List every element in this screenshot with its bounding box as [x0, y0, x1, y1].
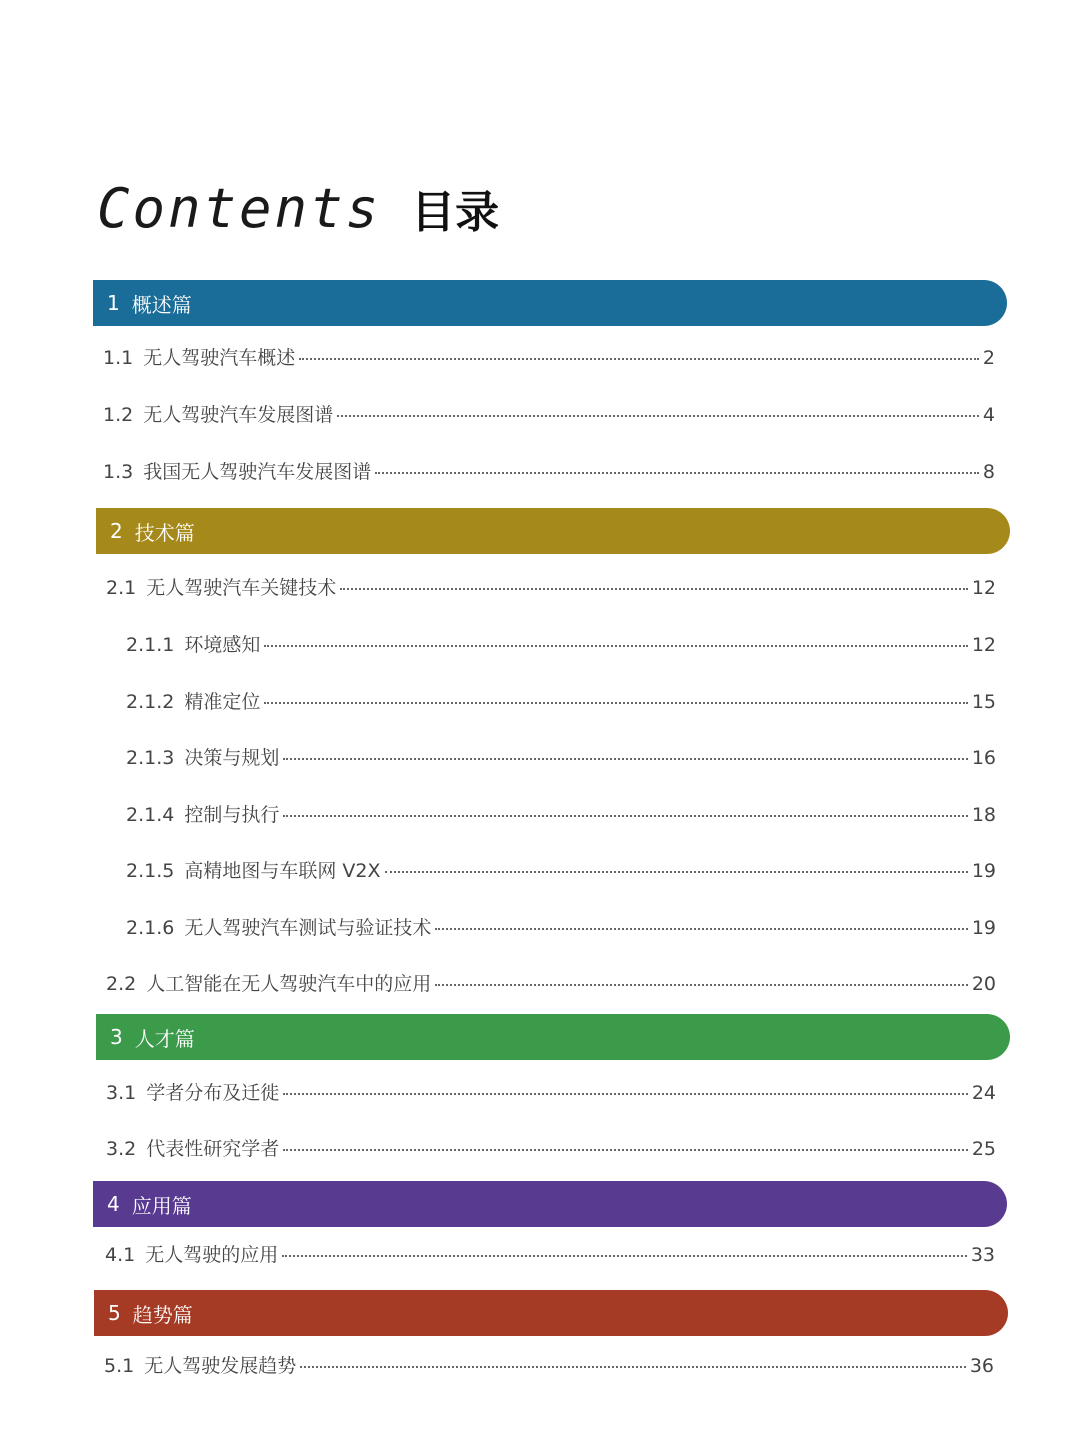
toc-entry-page: 15 — [971, 691, 996, 713]
dot-leader — [375, 472, 979, 474]
toc-entry-page: 16 — [971, 747, 996, 769]
dot-leader — [283, 758, 967, 760]
section-header-3[interactable] — [96, 1014, 1010, 1060]
toc-entry-label — [103, 343, 295, 370]
dot-leader — [299, 358, 979, 360]
toc-entry-2-1-2[interactable] — [126, 687, 996, 717]
dot-leader — [385, 871, 968, 873]
section-title: 人才篇 — [134, 1026, 195, 1051]
toc-entry-title: 代表性研究学者 — [146, 1138, 280, 1160]
page-title-cn: 目录 — [411, 187, 500, 238]
toc-entry-number: 2.1 — [106, 577, 137, 599]
toc-entry-number: 3.1 — [106, 1082, 137, 1104]
toc-entry-page: 24 — [971, 1082, 996, 1104]
toc-entry-label — [106, 1078, 279, 1105]
section-number: 5 — [108, 1301, 121, 1325]
section-title: 应用篇 — [131, 1193, 192, 1218]
toc-entry-2-1-6[interactable] — [126, 913, 996, 943]
toc-entry-label — [103, 457, 371, 484]
section-title: 趋势篇 — [132, 1302, 193, 1327]
toc-entry-page: 33 — [970, 1244, 995, 1266]
dot-leader — [264, 702, 967, 704]
toc-entry-page: 19 — [971, 917, 996, 939]
toc-entry-number: 2.1.1 — [126, 634, 175, 656]
toc-entry-number: 2.1.2 — [126, 691, 175, 713]
toc-entry-title: 高精地图与车联网 V2X — [184, 860, 381, 882]
toc-entry-label — [126, 630, 260, 657]
toc-entry-3-2[interactable] — [106, 1134, 996, 1164]
toc-entry-2-1-1[interactable] — [126, 630, 996, 660]
section-number: 4 — [107, 1192, 120, 1216]
toc-entry-number: 2.1.5 — [126, 860, 175, 882]
toc-entry-title: 学者分布及迁徙 — [146, 1082, 280, 1104]
toc-entry-number: 2.1.3 — [126, 747, 175, 769]
toc-entry-page: 12 — [971, 577, 996, 599]
section-number: 2 — [110, 519, 123, 543]
dot-leader — [340, 588, 968, 590]
toc-entry-title: 无人驾驶的应用 — [145, 1244, 279, 1266]
toc-entry-page: 4 — [982, 404, 995, 426]
toc-entry-page: 36 — [969, 1355, 994, 1377]
toc-entry-label — [126, 743, 279, 770]
toc-entry-label — [126, 687, 260, 714]
dot-leader — [264, 645, 967, 647]
toc-entry-title: 无人驾驶汽车概述 — [143, 347, 296, 369]
page-title — [97, 168, 499, 248]
toc-entry-label — [105, 1240, 278, 1267]
toc-entry-number: 2.1.4 — [126, 804, 175, 826]
dot-leader — [435, 984, 968, 986]
dot-leader — [283, 1093, 968, 1095]
toc-entry-title: 我国无人驾驶汽车发展图谱 — [143, 461, 372, 483]
section-header-4[interactable] — [93, 1181, 1007, 1227]
section-number: 1 — [107, 291, 120, 315]
toc-entry-1-2[interactable] — [103, 400, 995, 430]
dot-leader — [282, 1255, 967, 1257]
toc-entry-label — [106, 969, 431, 996]
toc-entry-number: 2.2 — [106, 973, 137, 995]
toc-entry-title: 人工智能在无人驾驶汽车中的应用 — [146, 973, 432, 995]
toc-entry-2-1-5[interactable] — [126, 856, 996, 886]
toc-entry-page: 12 — [971, 634, 996, 656]
toc-entry-title: 无人驾驶汽车测试与验证技术 — [184, 917, 432, 939]
toc-entry-number: 1.2 — [103, 404, 134, 426]
toc-entry-page: 8 — [982, 461, 995, 483]
dot-leader — [435, 928, 967, 930]
toc-entry-number: 1.1 — [103, 347, 134, 369]
section-header-2[interactable] — [96, 508, 1010, 554]
toc-entry-label — [126, 913, 431, 940]
toc-entry-2-2[interactable] — [106, 969, 996, 999]
toc-entry-title: 决策与规划 — [184, 747, 280, 769]
page-title-en: Contents — [97, 176, 382, 240]
toc-entry-4-1[interactable] — [105, 1240, 995, 1270]
toc-entry-label — [106, 573, 336, 600]
dot-leader — [300, 1366, 966, 1368]
toc-entry-title: 无人驾驶汽车关键技术 — [146, 577, 337, 599]
toc-entry-title: 无人驾驶汽车发展图谱 — [143, 404, 334, 426]
toc-entry-2-1-4[interactable] — [126, 800, 996, 830]
toc-entry-page: 2 — [982, 347, 995, 369]
toc-entry-2-1[interactable] — [106, 573, 996, 603]
toc-entry-2-1-3[interactable] — [126, 743, 996, 773]
toc-entry-1-3[interactable] — [103, 457, 995, 487]
toc-entry-title: 精准定位 — [184, 691, 261, 713]
toc-entry-number: 2.1.6 — [126, 917, 175, 939]
toc-entry-1-1[interactable] — [103, 343, 995, 373]
toc-entry-label — [104, 1351, 296, 1378]
toc-entry-number: 1.3 — [103, 461, 134, 483]
dot-leader — [283, 815, 967, 817]
section-title: 技术篇 — [134, 520, 195, 545]
toc-entry-5-1[interactable] — [104, 1351, 994, 1381]
section-number: 3 — [110, 1025, 123, 1049]
section-title: 概述篇 — [131, 292, 192, 317]
toc-entry-page: 19 — [971, 860, 996, 882]
dot-leader — [283, 1149, 968, 1151]
toc-entry-label — [103, 400, 333, 427]
toc-entry-label — [106, 1134, 279, 1161]
toc-entry-title: 无人驾驶发展趋势 — [144, 1355, 297, 1377]
dot-leader — [337, 415, 979, 417]
toc-entry-label — [126, 800, 279, 827]
toc-entry-page: 18 — [971, 804, 996, 826]
section-header-5[interactable] — [94, 1290, 1008, 1336]
toc-entry-number: 4.1 — [105, 1244, 136, 1266]
toc-entry-title: 控制与执行 — [184, 804, 280, 826]
toc-entry-title: 环境感知 — [184, 634, 261, 656]
section-header-1[interactable] — [93, 280, 1007, 326]
toc-entry-page: 25 — [971, 1138, 996, 1160]
toc-entry-number: 5.1 — [104, 1355, 135, 1377]
toc-entry-page: 20 — [971, 973, 996, 995]
toc-entry-number: 3.2 — [106, 1138, 137, 1160]
toc-entry-3-1[interactable] — [106, 1078, 996, 1108]
toc-entry-label — [126, 856, 381, 883]
